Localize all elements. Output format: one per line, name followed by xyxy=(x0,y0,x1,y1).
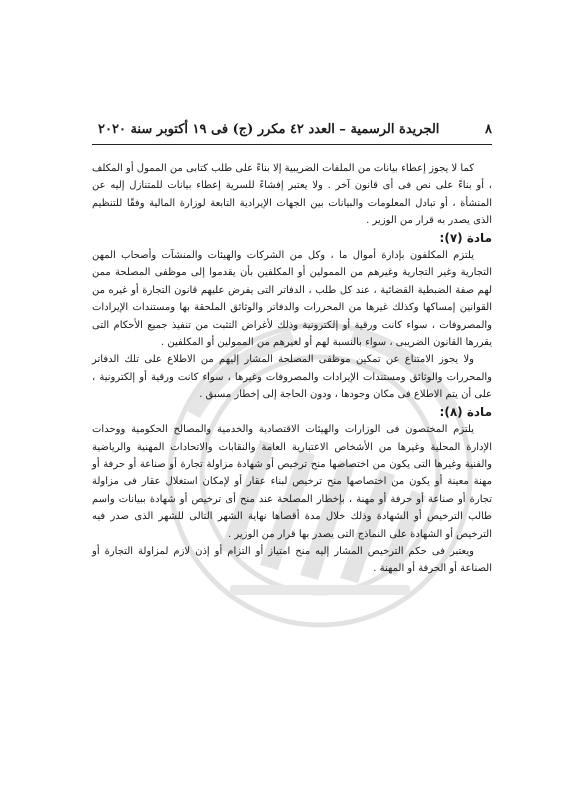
page-number: ٨ xyxy=(485,122,492,137)
article-7-heading: مادة (٧): xyxy=(439,230,492,245)
paragraph-confidentiality: كما لا يجوز إعطاء بيانات من الملفات الضريبية إلا بناءً على طلب كتابى من الممول أو المكلف ، أو بناءً على نص فى أى قانون آخر . ولا يعتبر إفشاءً للسرية إعطاء بيانات للمتنازل إليه عن المنشأة ، أو تبادل المعلومات والبيانات بين الجهات الإيرادية التابعة لوزارة المالية وفقًا للتنظيم الذى يصدر به قرار من الوزير . xyxy=(92,163,492,227)
paragraph-article-7-inspection: ولا يجوز الامتناع عن تمكين موظفى المصلحة المشار إليهم من الاطلاع على تلك الدفاتر والمحررات والوثائق ومستندات الإيرادات والمصروفات وغيرها ، سواء كانت ورقية أو إلكترونية ، على أن يتم الاطلاع فى مكان وجودها ، ودون الحاجة إلى إخطار مسبق . xyxy=(92,354,492,401)
gazette-header-title: الجريدة الرسمية – العدد ٤٢ مكرر (ج) فى ١٩ أكتوبر سنة ٢٠٢٠ xyxy=(98,122,440,137)
document-body xyxy=(92,160,492,578)
article-8-heading: مادة (٨): xyxy=(439,404,492,419)
page-header xyxy=(92,120,492,145)
paragraph-article-7: يلتزم المكلفون بإدارة أموال ما ، وكل من الشركات والهيئات والمنشآت وأصحاب المهن التجارية وغير التجارية وغيرهم من الممولين أو المكلفين بأن يقدموا إلى موظفى المصلحة ممن لهم صفة الضبطية القضائية ، عند كل طلب ، الدفاتر التى يفرض عليهم قانون التجارة أو غيره من القوانين إمساكها وكذلك غيرها من المحررات والدفاتر والوثائق الملحقة بها ومستندات الإيرادات والمصروفات ، سواء كانت ورقية أو إلكترونية وذلك لأغراض التثبت من تنفيذ جميع الأحكام التى يقررها القانون الضريبى ، سواء بالنسبة لهم أو لغيرهم من الممولين أو المكلفين . xyxy=(92,250,492,349)
paragraph-article-8-license: ويعتبر فى حكم الترخيص المشار إليه منح امتياز أو التزام أو إذن لازم لمزاولة التجارة أو الصناعة أو الحرفة أو المهنة . xyxy=(92,545,492,575)
paragraph-article-8: يلتزم المختصون فى الوزارات والهيئات الاقتصادية والخدمية والمصالح الحكومية ووحدات الإدارة المحلية وغيرها من الأشخاص الاعتبارية العامة والنقابات والاتحادات المهنية والرياضية والفنية وغيرها التى يكون من اختصاصها منح ترخيص أو شهادة مزاولة تجارة أو صناعة أو حرفة أو مهنة معينة أو يكون من اختصاصها منح ترخيص لبناء عقار أو لإمكان استغلال عقار فى مزاولة تجارة أو صناعة أو حرفة أو مهنة ، بإخطار المصلحة عند منح أى ترخيص أو شهادة ببيانات واسم طالب الترخيص أو الشهادة وذلك خلال مدة أقصاها نهاية الشهر التالى للشهر الذى صدر فيه الترخيص أو الشهادة على النماذج التى يصدر بها قرار من الوزير . xyxy=(92,424,492,540)
